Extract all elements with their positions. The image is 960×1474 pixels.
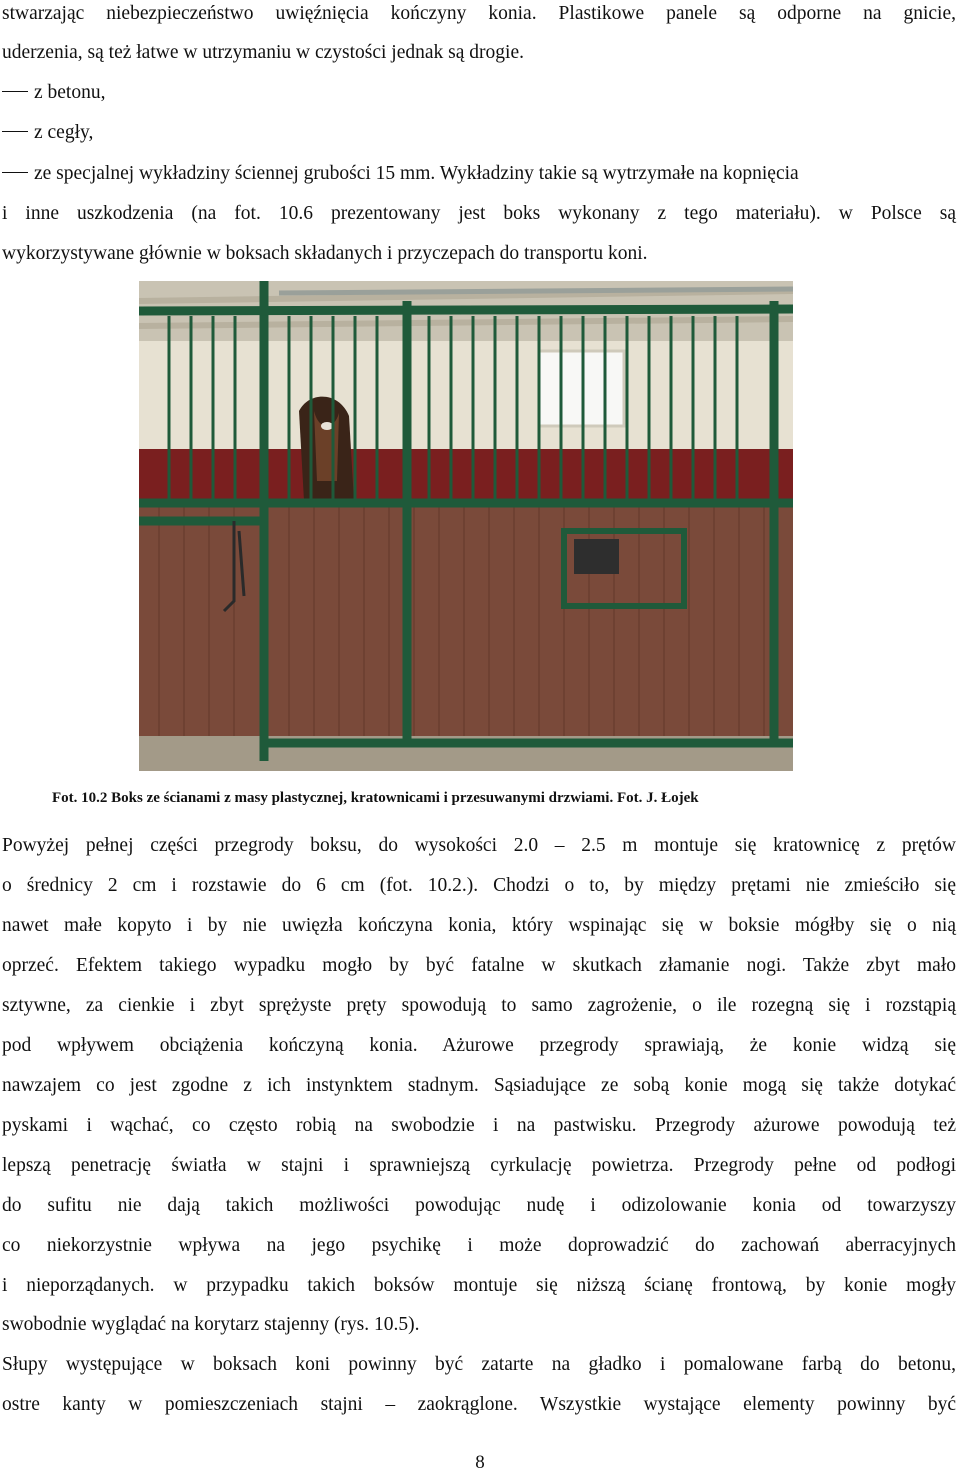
body-line-9: lepszą penetrację światła w stajni i sprawniejszą cyrkulację powietrza. Przegrody pełne od podłogi (2, 1155, 956, 1176)
horse-figure (299, 397, 354, 501)
intro-line-1: stwarzając niebezpieczeństwo uwięźnięcia kończyny konia. Plastikowe panele są odporne na gnicie, (2, 3, 956, 24)
body-line-7: nawzajem co jest zgodne z ich instynktem stadnym. Sąsiadujące ze sobą konie mogą się także dotykać (2, 1075, 956, 1096)
figure-caption: Fot. 10.2 Boks ze ścianami z masy plastycznej, kratownicami i przesuwanymi drzwiami. Fot. J. Łojek (52, 790, 699, 806)
dash-icon (2, 172, 28, 173)
list-item-1 (2, 81, 105, 105)
list-item-3-text: ze specjalnej wykładziny ściennej grubości 15 mm. Wykładziny takie są wytrzymałe na kopnięcia (34, 163, 799, 184)
page-number: 8 (475, 1452, 485, 1473)
body-line-15: ostre kanty w pomieszczeniach stajni – zaokrąglone. Wszystkie wystające elementy powinny być (2, 1394, 956, 1415)
list-item-2-text: z cegły, (34, 122, 94, 143)
list-item-1-text: z betonu, (34, 82, 106, 103)
horse-stall-photo (139, 281, 793, 771)
dash-icon (2, 131, 28, 132)
dash-icon (2, 91, 28, 92)
body-line-3: nawet małe kopyto i by nie uwięzła kończyna konia, który wspinając się w boksie mógłby się o nią (2, 915, 956, 936)
body-line-11: co niekorzystnie wpływa na jego psychikę i może doprowadzić do zachowań aberracyjnych (2, 1235, 956, 1256)
list-item-3 (2, 162, 956, 186)
intro-line-2: uderzenia, są też łatwe w utrzymaniu w czystości jednak są drogie. (2, 42, 524, 63)
body-line-14: Słupy występujące w boksach koni powinny być zatarte na gładko i pomalowane farbą do betonu, (2, 1354, 956, 1375)
list-item-3-line-2: i inne uszkodzenia (na fot. 10.6 prezentowany jest boks wykonany z tego materiału). w Polsce są (2, 203, 956, 224)
list-item-3-line-3: wykorzystywane głównie w boksach składanych i przyczepach do transportu koni. (2, 243, 648, 264)
list-item-2 (2, 121, 93, 145)
body-line-10: do sufitu nie dają takich możliwości powodując nudę i odizolowanie konia od towarzyszy (2, 1195, 956, 1216)
body-line-12: i nieporządanych. w przypadku takich boksów montuje się niższą ścianę frontową, by konie mogły (2, 1275, 956, 1296)
body-line-4: oprzeć. Efektem takiego wypadku mogło by być fatalne w skutkach złamanie nogi. Także zbyt mało (2, 955, 956, 976)
body-line-1: Powyżej pełnej części przegrody boksu, do wysokości 2.0 – 2.5 m montuje się kratownicę z prętów (2, 835, 956, 856)
body-line-6: pod wpływem obciążenia kończyną konia. Ażurowe przegrody sprawiają, że konie widzą się (2, 1035, 956, 1056)
body-line-13: swobodnie wyglądać na korytarz stajenny (rys. 10.5). (2, 1314, 420, 1335)
body-line-2: o średnicy 2 cm i rozstawie do 6 cm (fot. 10.2.). Chodzi o to, by między prętami nie zmieściło się (2, 875, 956, 896)
body-line-5: sztywne, za cienkie i zbyt sprężyste pręty spowodują to samo zagrożenie, o ile rozegną się i rozstąpią (2, 995, 956, 1016)
body-line-8: pyskami i wąchać, co często robią na swobodzie i na pastwisku. Przegrody ażurowe powodują też (2, 1115, 956, 1136)
